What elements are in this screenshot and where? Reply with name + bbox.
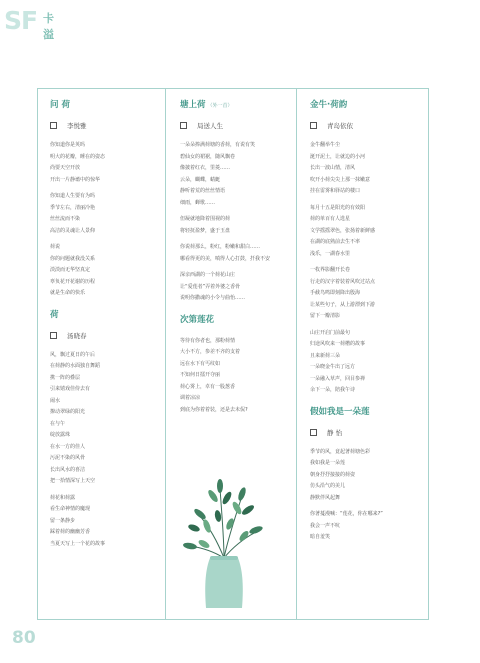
poem-title	[180, 98, 298, 109]
poem-subtitle: （外一首）	[207, 103, 233, 109]
author-name: 静 怡	[327, 428, 343, 437]
poem-title	[180, 313, 298, 324]
poem-line: 山庄开启门前最句	[310, 329, 351, 336]
poem-line: 挂在雷雾和驿站的楼口	[310, 188, 361, 194]
poem-line: 撩动翠绿的阳光	[50, 409, 86, 415]
poem-line: 一朵融入草声，回目参禅	[310, 375, 366, 382]
poem-line: 把一拾情深写上天空	[50, 478, 96, 484]
poem-line: 荷心雾上，卓有一股葱香	[180, 383, 236, 390]
poem-line: 荷说	[50, 244, 61, 250]
poem-line: 在荷静的水面独自舞蹈	[50, 363, 101, 369]
poem-author	[310, 428, 428, 437]
poem-line: 一枚界影翻开长卷	[310, 267, 351, 273]
author-square-icon	[310, 429, 317, 436]
poem-title-text: 金牛·荷韵	[310, 100, 348, 110]
poem-line: 就是生命的快乐	[50, 290, 86, 296]
poem-line: 荷的单百有人选星	[310, 216, 351, 222]
poem-line: 涎开泥土，让就边的小河	[310, 153, 366, 160]
poem-line: 当夏天写上一个花的故事	[50, 540, 106, 547]
poem-line: 行走的汉字着装着风吹过站点	[310, 278, 376, 285]
poem-line: 长出一波山情，清风	[310, 165, 356, 171]
poem-line: 且来新荷三朵	[310, 352, 341, 359]
poem-line: 但凝就地降着围视的荷	[180, 216, 231, 222]
poem-line: 携一阵的叠层	[50, 374, 81, 381]
poem-line: 静听着荒的丝丝情语	[180, 188, 226, 194]
plant-leaves	[183, 479, 264, 558]
logo-text: SF	[4, 6, 38, 35]
poem-author	[50, 121, 168, 130]
poem-line: 开出一片静谧中的惊华	[50, 176, 101, 183]
poem-line: 一朵晓金牛出了远方	[310, 364, 356, 370]
poem-line: 文学摇摇翠色，张扬着新鲜感	[310, 227, 376, 234]
author-name: 局送人生	[197, 122, 223, 130]
author-square-icon	[180, 122, 187, 129]
poem-gap	[180, 305, 298, 313]
poem-title-text: 问 荷	[50, 100, 70, 110]
logo-mark: 卡溢	[43, 12, 54, 41]
poem-line: 我会一声不吭	[310, 522, 341, 529]
poem-line: 深亲西湖的一个荷花山庄	[180, 272, 236, 278]
poem-line: 在水一方的佳人	[50, 443, 86, 450]
poem-line: 留下一瓣清影	[310, 313, 341, 319]
poem-line: 每月十五是阳光的有效阳	[310, 204, 366, 211]
poem-line: 静默伴风起舞	[310, 494, 341, 501]
poem-author	[180, 121, 298, 130]
poem-line: 污泥不染的风骨	[50, 455, 86, 461]
poem-line: 踩着荷的幽幽芳香	[50, 529, 91, 535]
poem-line: 碧仙女的裙裾，随风飘卷	[180, 153, 236, 160]
poem-line: 长出风水的喜洁	[50, 466, 86, 473]
poem-line: 季节左右，清丽冷艳	[50, 204, 96, 211]
poem-line: 看生命神情的魔现	[50, 506, 91, 512]
poem-line: 一朵朵捧满荷塘的香荷，有说有笑	[180, 142, 256, 148]
poem-line: 余下一朵，陪我午诗	[310, 387, 356, 393]
poem-line: 你知道人生要有为吗	[50, 193, 96, 199]
author-square-icon	[50, 332, 57, 339]
plant-vase-illustration	[180, 458, 268, 614]
poem-line: 不知何日擂开夺丽	[180, 372, 221, 378]
poem-line: 将轻抚盈梦，盛于玉盘	[180, 227, 231, 234]
poem-line: 我如我是一朵莲	[310, 460, 346, 466]
author-square-icon	[310, 122, 317, 129]
poem-title	[310, 405, 428, 416]
poem-line: 你说荷那么，粉红，粉嫩和甜白……	[180, 244, 261, 250]
poem-gap	[310, 397, 428, 405]
poem-line: 远在水下有丐纹如	[180, 360, 221, 367]
poem-line: 尚要天空开放	[50, 165, 81, 171]
poem-line: 辜负花开花谢的历程	[50, 278, 96, 285]
poem-title	[50, 98, 168, 109]
poem-author	[310, 121, 428, 130]
poem-title-text: 假如我是一朵莲	[310, 406, 370, 417]
poem-title	[50, 308, 168, 319]
poem-line: 吹开小荷尖尖上那一抹嫩意	[310, 176, 371, 183]
poem-line: 明大的花瓣，睡在的姿态	[50, 153, 106, 160]
author-name: 汤晓春	[67, 331, 87, 340]
vase-body	[205, 558, 243, 608]
poem-line: 朝身抒抒接接的荷姿	[310, 471, 356, 478]
column-2	[180, 98, 298, 416]
poem-line: 仿头沿气的美儿	[310, 483, 346, 489]
column-3	[310, 98, 428, 544]
poem-line: 大小不方，参差不齐的支着	[180, 349, 241, 355]
poem-line: 让“爱莲者”弄着外婆之香骨	[180, 283, 241, 290]
poem-line: 浅乐，一湖春水里	[310, 250, 351, 257]
poem-line: 归途风吹来一荷槽的故事	[310, 341, 366, 347]
poem-line: 调着凉凉	[180, 395, 201, 401]
author-square-icon	[50, 122, 57, 129]
poem-line: 荷花和荷露	[50, 494, 76, 501]
magazine-logo	[4, 6, 54, 41]
poem-title-text: 次第莲花	[180, 314, 215, 325]
author-name: 青岛依依	[327, 122, 353, 130]
poem-line: 哪看得更的美，嗔得人心打鼓，扦我不安	[180, 255, 271, 262]
page-number: 80	[12, 628, 36, 648]
poem-line: 在湖的底熟前去生不率	[310, 239, 361, 245]
poem-line: 风，飘过夏日的午后	[50, 351, 96, 358]
poem-line: 金牛翻举牛尘	[310, 142, 341, 148]
poem-line: 高洁的灵魂让人景仰	[50, 227, 96, 234]
poem-line: 像披着红衣，里菱……	[180, 165, 231, 171]
poem-line: 淡淡而无华坚真定	[50, 267, 91, 273]
poem-line: 引来嬉戏佳侍去有	[50, 386, 91, 392]
poem-line: 云朵，蝴蝶，蜻蜓	[180, 176, 221, 183]
poem-line: 你的问题就我没关系	[50, 255, 96, 262]
column-1	[50, 98, 168, 550]
poem-title-text: 荷	[50, 309, 59, 320]
poem-title-text: 塘上荷	[180, 100, 206, 110]
poem-line: 闹水	[50, 397, 61, 404]
poem-author	[50, 331, 168, 340]
poem-line: 暗自羞笑	[310, 534, 331, 540]
poem-line: 你著蔓漫喊：“莲花，你在哪来?”	[310, 511, 383, 517]
poem-line: 你知道你是英吗	[50, 142, 86, 148]
poem-line: 细雨，蝉歌……	[180, 199, 216, 206]
poem-line: 让某些句子，从上游漂到下游	[310, 301, 376, 308]
poem-line: 留一条静步	[50, 517, 76, 524]
poem-title	[310, 98, 428, 109]
poem-line: 绽放露珠	[50, 432, 71, 438]
author-name: 李悦雅	[67, 122, 87, 130]
poem-line: 等待有你者也，那粉荷情	[180, 337, 236, 344]
poem-gap	[50, 300, 168, 308]
poem-line: 到底为你着着装，还是去未侃?	[180, 406, 248, 413]
poem-line: 手截鸟鸣即刻降出殷海	[310, 290, 361, 296]
poem-line: 说明你撒魂的小令与曲怡……	[180, 295, 246, 301]
poem-line: 丝丝流而不染	[50, 216, 81, 222]
poem-line: 季节的风，竟起著荷塘色彩	[310, 448, 371, 455]
poem-line: 在与午	[50, 420, 66, 427]
